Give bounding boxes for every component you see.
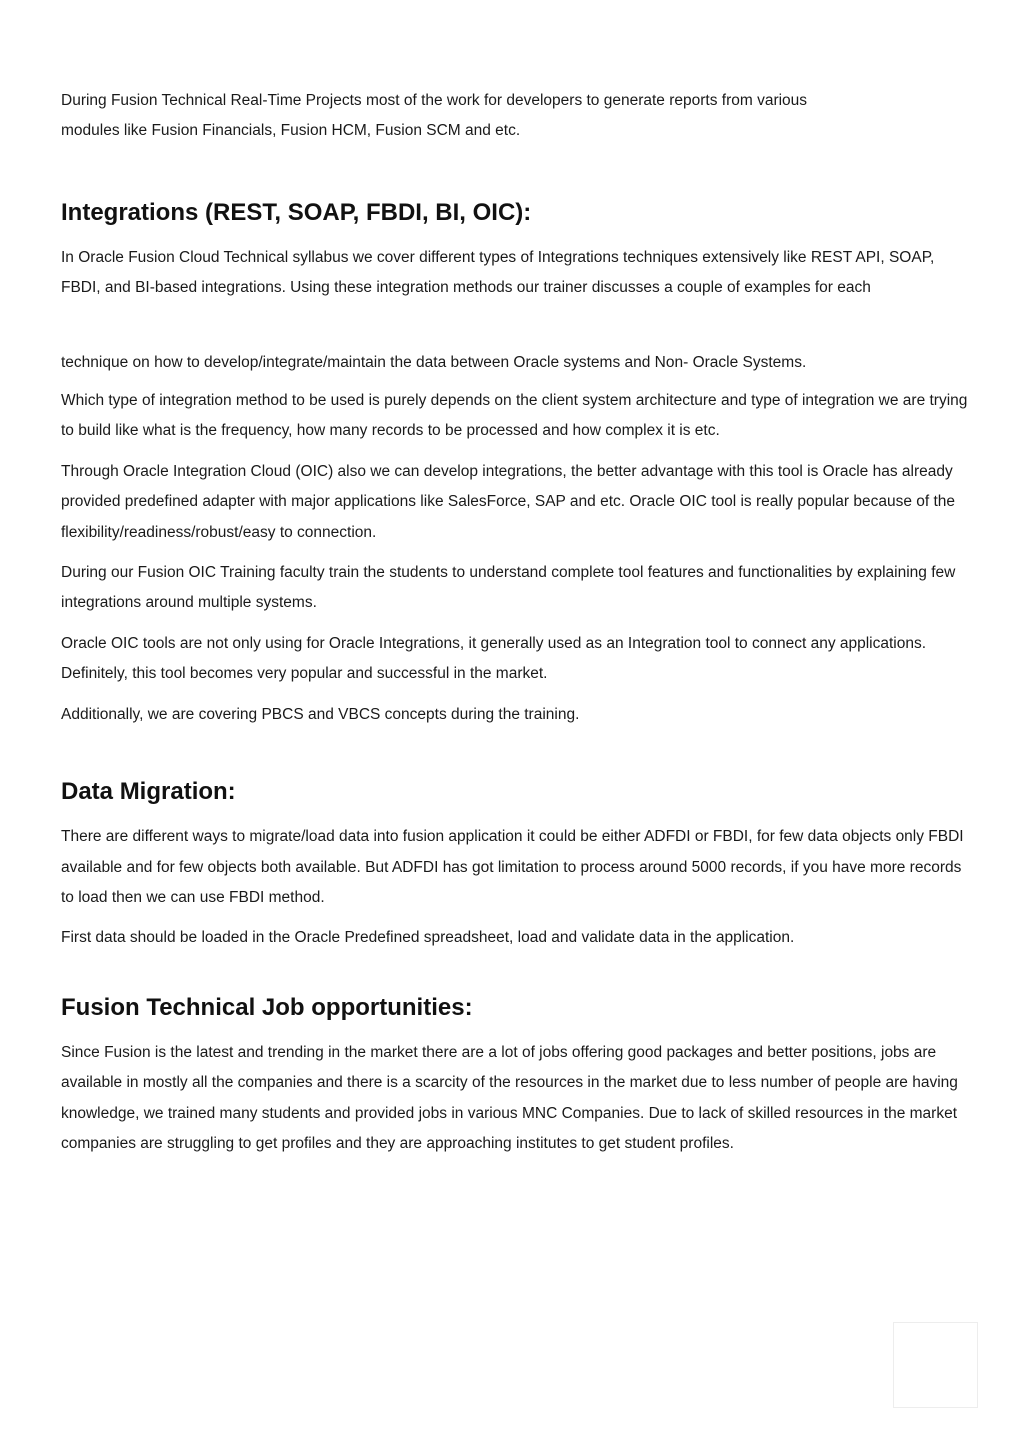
job-opportunities-paragraph-1: Since Fusion is the latest and trending in the market there are a lot of jobs offering good packages and better positions, jobs are available in mostly all the companies and there is a scarcity of the resources in the market due to less number of people are having knowledge, we trained many students and provided jobs in various MNC Companies. Due to lack of skilled resources in the market companies are struggling to get profiles and they are approaching institutes to get student profiles. — [61, 1043, 958, 1152]
job-opportunities-section — [61, 992, 977, 1160]
integrations-paragraph-5: During our Fusion OIC Training faculty train the students to understand complete tool features and functionalities by explaining few integrations around multiple systems. — [61, 564, 956, 612]
integrations-paragraph-7: Additionally, we are covering PBCS and VBCS concepts during the training. — [61, 705, 580, 723]
intro-paragraph — [61, 86, 977, 147]
integrations-paragraph-6: Oracle OIC tools are not only using for Oracle Integrations, it generally used as an Integration tool to connect any applications. Definitely, this tool becomes very popular and successful in the market. — [61, 634, 927, 683]
document-page — [61, 86, 977, 1159]
integrations-paragraph-3: Which type of integration method to be used is purely depends on the client system architecture and type of integration we are trying to build like what is the frequency, how many records to be processed and how complex it is etc. — [61, 392, 968, 440]
integrations-section — [61, 197, 977, 730]
integrations-heading: Integrations (REST, SOAP, FBDI, BI, OIC): — [61, 198, 532, 226]
integrations-paragraph-4: Through Oracle Integration Cloud (OIC) also we can develop integrations, the better advantage with this tool is Oracle has already provided predefined adapter with major applications like SalesForce, SAP and etc. Oracle OIC tool is really popular because of the flexibility/readiness/robust/easy to connection. — [61, 462, 956, 541]
data-migration-paragraph-2: First data should be loaded in the Oracle Predefined spreadsheet, load and validate data in the application. — [61, 929, 795, 947]
job-opportunities-heading: Fusion Technical Job opportunities: — [61, 993, 473, 1021]
intro-line-2: modules like Fusion Financials, Fusion HCM, Fusion SCM and etc. — [61, 122, 521, 140]
intro-line-1: During Fusion Technical Real-Time Projects most of the work for developers to generate reports from various — [61, 92, 808, 109]
corner-frame — [893, 1322, 978, 1408]
data-migration-section — [61, 776, 977, 954]
integrations-paragraph-1: In Oracle Fusion Cloud Technical syllabus we cover different types of Integrations techniques extensively like REST API, SOAP, FBDI, and BI-based integrations. Using these integration methods our trainer discusses a couple of examples for each — [61, 248, 935, 297]
data-migration-paragraph-1: There are different ways to migrate/load data into fusion application it could be either ADFDI or FBDI, for few data objects only FBDI available and for few objects both available. But ADFDI has got limitation to process around 5000 records, if you have more records to load then we can use FBDI method. — [61, 828, 964, 906]
integrations-paragraph-2: technique on how to develop/integrate/maintain the data between Oracle systems and Non- Oracle Systems. — [61, 353, 807, 371]
data-migration-heading: Data Migration: — [61, 778, 236, 806]
